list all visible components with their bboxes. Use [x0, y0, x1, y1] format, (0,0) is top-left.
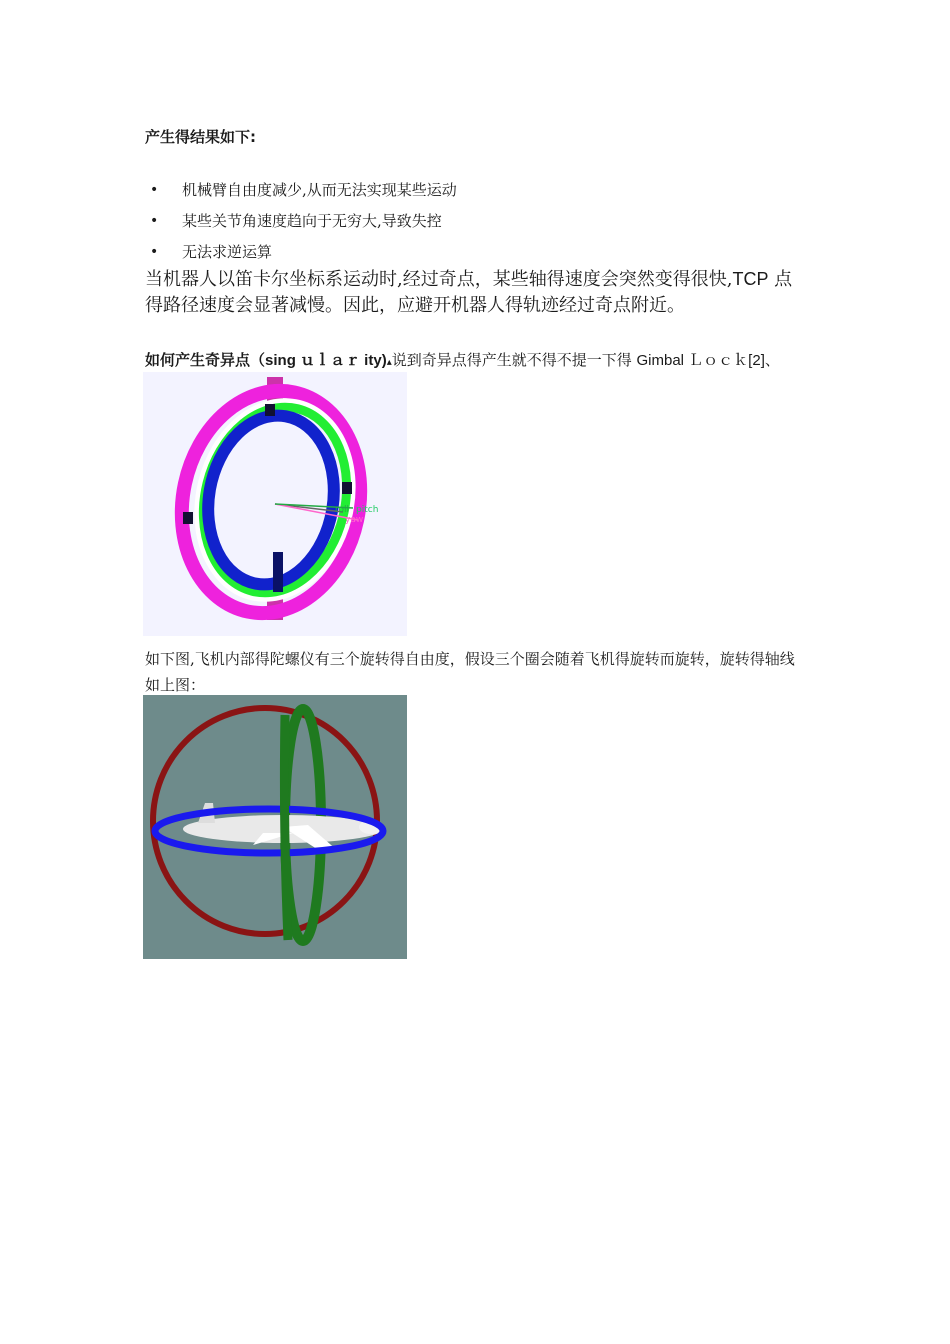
bullet-icon: • — [150, 243, 159, 260]
airplane-gimbal-image — [143, 695, 407, 959]
question-tail: 、 — [764, 351, 780, 369]
question-line — [145, 349, 805, 370]
list-item — [150, 174, 457, 205]
bullet-icon: • — [150, 212, 159, 229]
list-item-text: 某些关节角速度趋向于无穷大,导致失控 — [182, 212, 442, 230]
singularity-paragraph — [145, 266, 805, 319]
section-heading: 产生得结果如下: — [145, 128, 256, 146]
gimbal-lock-ref: Gimbal Ｌｏｃｋ[2] — [636, 352, 765, 369]
gimbal-lock-figure — [143, 372, 407, 636]
list-item — [150, 205, 457, 236]
arrow-mark-icon: ▴ — [386, 357, 392, 368]
question-title-latin: sing ｕｌａｒ ity) — [265, 352, 387, 369]
gyroscope-paragraph: 如下图,飞机内部得陀螺仪有三个旋转得自由度，假设三个圈会随着飞机得旋转而旋转，旋转得轴线如上图： — [145, 650, 795, 694]
result-list — [150, 174, 457, 267]
yaw-label: yaw — [345, 515, 364, 525]
paragraph-tcp: TCP — [732, 269, 769, 289]
roll-label: roll — [335, 505, 350, 515]
airplane-gimbal-figure — [143, 695, 407, 959]
paragraph-text: 当机器人以笛卡尔坐标系运动时,经过奇点，某些轴得速度会突然变得很快, — [145, 269, 733, 290]
list-item-text: 机械臂自由度减少,从而无法实现某些运动 — [182, 181, 457, 199]
question-text: 说到奇异点得产生就不得不提一下得 — [391, 351, 637, 369]
pitch-label: pitch — [356, 505, 379, 515]
paragraph-text-cont: 点得路径速度会显著减慢。因此，应避开机器人得轨迹经过奇点附近。 — [145, 269, 793, 316]
question-title: 如何产生奇异点（ — [145, 352, 266, 369]
list-item-text: 无法求逆运算 — [182, 243, 273, 261]
list-item — [150, 236, 457, 267]
bullet-icon: • — [150, 181, 159, 198]
gimbal-rings-image — [143, 372, 407, 636]
